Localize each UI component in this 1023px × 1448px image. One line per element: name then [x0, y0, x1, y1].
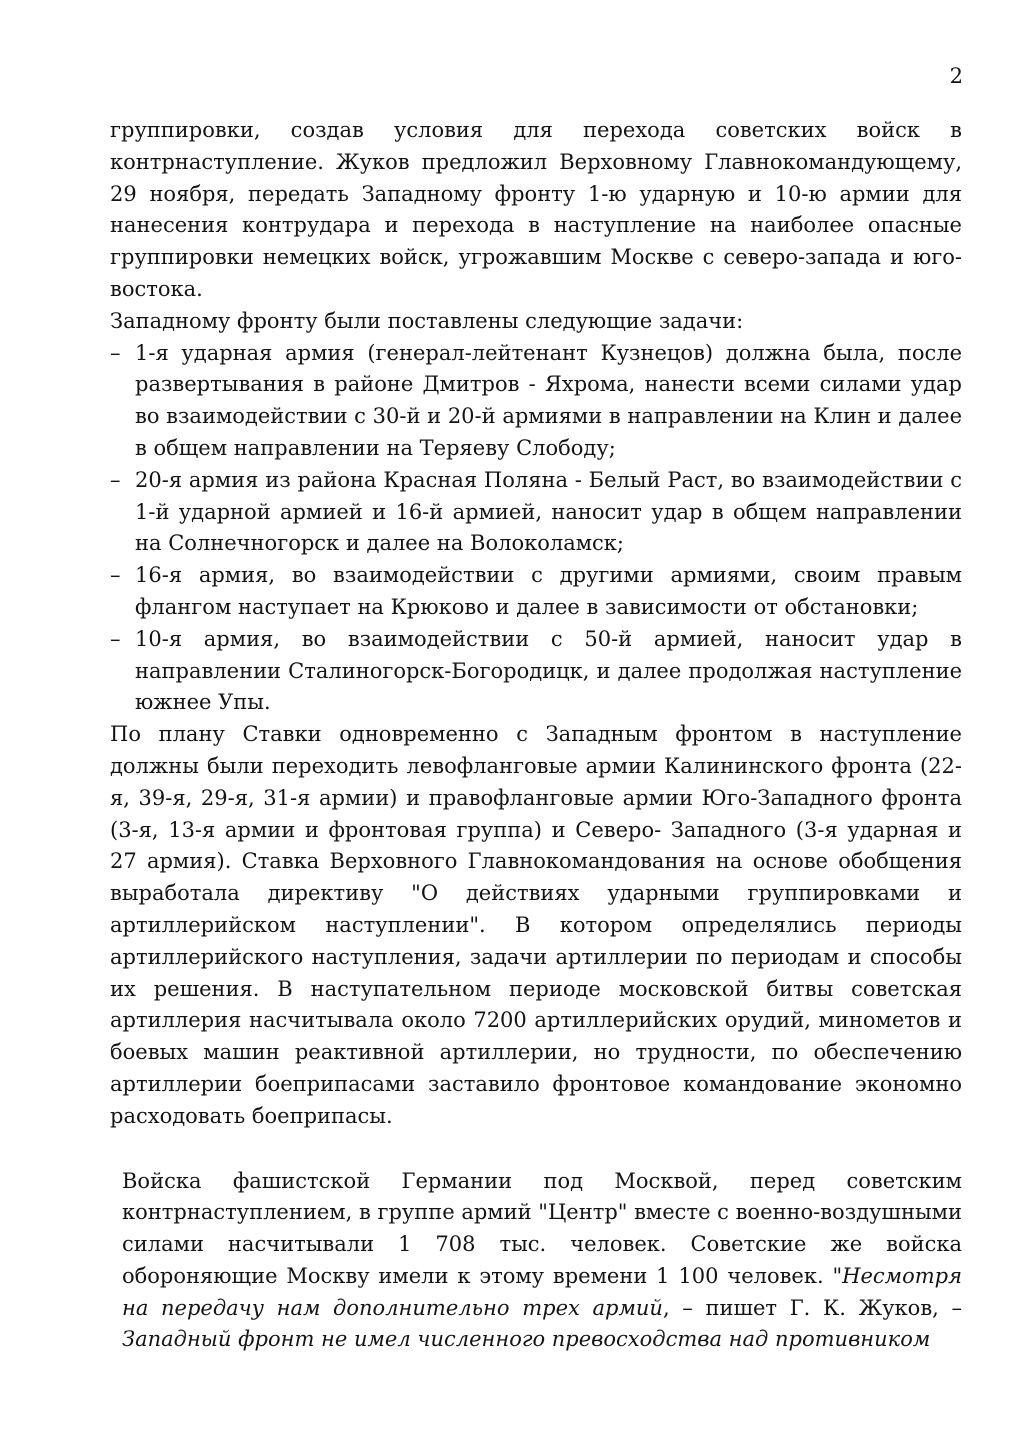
paragraph-2: Западному фронту были поставлены следующие задачи: [110, 308, 744, 333]
list-item: – 20-я армия из района Красная Поляна - Белый Раст, во взаимодействии с 1-й ударной армией и 16-й армией, наносит удар в общем направлении на Солнечногорск и далее на Волоколамск; [110, 465, 962, 560]
tasks-list [110, 338, 962, 720]
list-item: – 16-я армия, во взаимодействии с другими армиями, своим правым флангом наступает на Крюково и далее в зависимости от обстановки; [110, 560, 962, 624]
paragraph-gap [110, 1133, 962, 1166]
quote-part-1: Несмотря на передачу нам дополнительно трех армий [122, 1263, 962, 1320]
paragraph-4 [110, 1166, 962, 1357]
paragraph-1: группировки, создав условия для перехода советских войск в контрнаступление. Жуков предложил Верховному Главнокомандующему, 29 ноября, передать Западному фронту 1-ю ударную и 10-ю армии для нанесения контрудара и перехода в наступление на наиболее опасные группировки немецких войск, угрожавшим Москве с северо-запада и юго-востока. [110, 118, 962, 301]
paragraph-3: По плану Ставки одновременно с Западным фронтом в наступление должны были переходить левофланговые армии Калининского фронта (22-я, 39-я, 29-я, 31-я армии) и правофланговые армии Юго-Западного фронта (3-я, 13-я армии и фронтовая группа) и Северо- Западного (3-я ударная и 27 армия). Ставка Верховного Главнокомандования на основе обобщения выработала директиву "О действиях ударными группировками и артиллерийском наступлении". В котором определялись периоды артиллерийского наступления, задачи артиллерии по периодам и способы их решения. В наступательном периоде московской битвы советская артиллерия насчитывала около 7200 артиллерийских орудий, минометов и боевых машин реактивной артиллерии, но трудности, по обеспечению артиллерии боеприпасами заставило фронтовое командование экономно расходовать боеприпасы. [110, 722, 962, 1128]
list-item: – 10-я армия, во взаимодействии с 50-й армией, наносит удар в направлении Сталиногорск-Богородицк, и далее продолжая наступление южнее Упы. [110, 624, 962, 719]
paragraph-4-text: Войска фашистской Германии под Москвой, перед советским контрнаступлением, в группе армий "Центр" вместе с военно-воздушными силами насчитывали 1 708 тыс. человек. Советские же войска обороняющие Москву имели к этому времени 1 100 человек. " [122, 1168, 962, 1288]
document-body [110, 115, 962, 1356]
attribution: , – пишет Г. К. Жуков, – [662, 1295, 962, 1320]
list-item: – 1-я ударная армия (генерал-лейтенант Кузнецов) должна была, после развертывания в районе Дмитров - Яхрома, нанести всеми силами удар во взаимодействии с 30-й и 20-й армиями в направлении на Клин и далее в общем направлении на Теряеву Слободу; [110, 338, 962, 465]
page-number: 2 [949, 64, 963, 88]
quote-part-2: Западный фронт не имел численного превосходства над противником [122, 1327, 931, 1352]
